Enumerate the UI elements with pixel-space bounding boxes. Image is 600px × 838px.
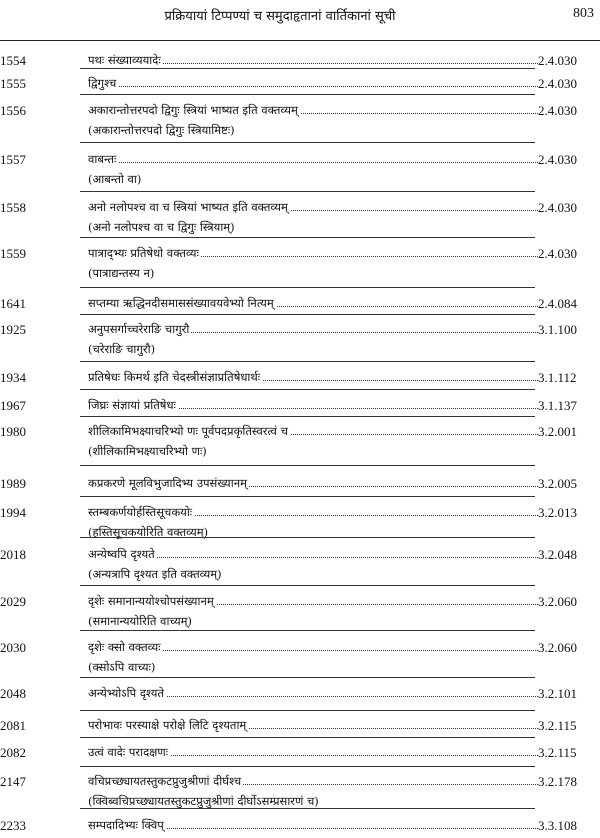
entry-note: (समानान्ययोरिति वाच्यम्) xyxy=(88,614,193,628)
entry-number: 1967 xyxy=(0,398,26,413)
entry-note: (अकारान्तोत्तरपदो द्विगुः स्त्रियामिष्टः) xyxy=(88,123,235,137)
entry-number: 1557 xyxy=(0,152,26,167)
entry-sutra xyxy=(88,322,538,337)
entry-note: (क्विब्वचिप्रच्छ्यायतस्तुकटप्रुजुश्रीणां दीर्घोऽसम्प्रसारणं च) xyxy=(88,794,319,808)
entry-number: 2147 xyxy=(0,774,26,789)
entry-number: 2233 xyxy=(0,818,26,833)
entry-number: 1558 xyxy=(0,200,26,215)
entry-sutra xyxy=(88,505,538,520)
entry-sutra xyxy=(88,476,538,491)
entry-number: 1555 xyxy=(0,76,26,91)
entry-sutra-text: सप्तम्या ऋद्धिनदीसमाससंख्यावयवेभ्यो नित्यम् xyxy=(88,296,274,310)
entry-sutra-text: अनुपसर्गाच्चरेराङि चागुरौ xyxy=(88,322,190,336)
entry-sutra-text: दृशेः समानान्ययोश्चोपसंख्यानम् xyxy=(88,594,214,608)
entry-sutra-text: स्तम्बकर्णयोर्हस्तिसूचकयोः xyxy=(88,505,193,519)
entry-sutra xyxy=(88,424,538,439)
entry-number: 1980 xyxy=(0,424,26,439)
entry-number: 1559 xyxy=(0,246,26,261)
entry-number: 1994 xyxy=(0,505,26,520)
entry-sutra xyxy=(88,718,538,733)
entry-sutra xyxy=(88,686,538,701)
entry-note: (पात्राद्यन्तस्य न) xyxy=(88,266,155,280)
row-divider xyxy=(80,496,535,497)
entry-reference: 3.1.112 xyxy=(538,370,577,385)
entry-sutra-text: अन्येभ्योऽपि दृश्यते xyxy=(88,686,165,700)
entry-reference: 3.2.048 xyxy=(538,547,577,562)
row-divider xyxy=(80,287,535,288)
entry-reference: 3.2.178 xyxy=(538,774,577,789)
entry-reference: 2.4.030 xyxy=(538,246,577,261)
entry-number: 1556 xyxy=(0,103,26,118)
entry-reference: 3.2.115 xyxy=(538,745,577,760)
entry-reference: 2.4.084 xyxy=(538,296,577,311)
entry-reference: 3.2.013 xyxy=(538,505,577,520)
entry-sutra-text: शीलिकामिभक्ष्याचरिभ्यो णः पूर्वपदप्रकृतिस्वरत्वं च xyxy=(88,424,288,438)
entry-note: (क्सोऽपि वाच्यः) xyxy=(88,660,156,674)
entry-note: (आबन्तो वा) xyxy=(88,172,142,186)
row-divider xyxy=(80,677,535,678)
entry-reference: 2.4.030 xyxy=(538,103,577,118)
row-divider xyxy=(80,710,535,711)
entry-sutra xyxy=(88,774,538,789)
entry-sutra xyxy=(88,818,538,833)
entry-sutra xyxy=(88,296,538,311)
entry-reference: 3.1.137 xyxy=(538,398,577,413)
entry-note: (अनो नलोपश्च वा च द्विगुः स्त्रियाम्) xyxy=(88,220,235,234)
entry-sutra-text: वचिप्रच्छ्यायतस्तुकटप्रुजुश्रीणां दीर्घश्च xyxy=(88,774,242,788)
entry-reference: 2.4.030 xyxy=(538,76,577,91)
entry-sutra xyxy=(88,103,538,118)
entry-sutra-text: जिघ्रः संज्ञायां प्रतिषेधः xyxy=(88,398,176,412)
row-divider xyxy=(80,465,535,466)
entry-number: 2082 xyxy=(0,745,26,760)
entry-reference: 3.2.005 xyxy=(538,476,577,491)
entry-reference: 2.4.030 xyxy=(538,152,577,167)
entry-number: 1925 xyxy=(0,322,26,337)
entry-sutra-text: परोभावः परस्याक्षे परोक्षे लिटि दृश्यताम् xyxy=(88,718,247,732)
entry-note: (हस्तिसूचकयोरिति वक्तव्यम्) xyxy=(88,525,209,539)
entry-sutra xyxy=(88,152,538,167)
entry-note: (शीलिकामिभक्ष्याचरिभ्यो णः) xyxy=(88,444,207,458)
entry-sutra-text: दृशेः क्सो वक्तव्यः xyxy=(88,640,161,654)
row-divider xyxy=(80,537,535,538)
row-divider xyxy=(80,585,535,586)
entry-reference: 2.4.030 xyxy=(538,53,577,68)
entry-number: 2029 xyxy=(0,594,26,609)
entry-reference: 3.2.060 xyxy=(538,594,577,609)
entry-sutra xyxy=(88,547,538,562)
entry-sutra xyxy=(88,200,538,215)
entry-sutra-text: अन्येष्वपि दृश्यते xyxy=(88,547,155,561)
entry-sutra xyxy=(88,53,538,68)
page-number: 803 xyxy=(573,6,594,21)
entry-sutra-text: द्विगुश्च xyxy=(88,76,117,90)
entry-sutra-text: प्रतिषेधः किमर्थ इति चेदस्त्रीसंज्ञाप्रतिषेधार्थः xyxy=(88,370,261,384)
row-divider xyxy=(80,766,535,767)
entry-number: 1641 xyxy=(0,296,26,311)
row-divider xyxy=(80,314,535,315)
row-divider xyxy=(80,68,535,69)
entry-sutra xyxy=(88,398,538,413)
entry-sutra xyxy=(88,640,538,655)
entry-sutra xyxy=(88,246,538,261)
entry-number: 2030 xyxy=(0,640,26,655)
entry-sutra-text: कप्रकरणे मूलविभुजादिभ्य उपसंख्यानम् xyxy=(88,476,247,490)
entry-reference: 3.2.101 xyxy=(538,686,577,701)
entry-sutra xyxy=(88,594,538,609)
entry-number: 1934 xyxy=(0,370,26,385)
page-title: प्रक्रियायां टिप्पण्यां च समुदाहृतानां वार्तिकानां सूची xyxy=(164,9,396,24)
entry-reference: 3.3.108 xyxy=(538,818,577,833)
row-divider xyxy=(80,94,535,95)
entry-sutra-text: अकारान्तोत्तरपदो द्विगुः स्त्रियां भाष्यत इति वक्तव्यम् xyxy=(88,103,298,117)
entry-reference: 2.4.030 xyxy=(538,200,577,215)
entry-sutra xyxy=(88,745,538,760)
entry-reference: 3.1.100 xyxy=(538,322,577,337)
leader-dots xyxy=(88,86,538,87)
entry-sutra xyxy=(88,370,538,385)
entry-number: 2018 xyxy=(0,547,26,562)
entry-note: (चरेराङि चागुरौ) xyxy=(88,342,156,356)
entry-number: 1989 xyxy=(0,476,26,491)
entry-number: 1554 xyxy=(0,53,26,68)
entry-sutra-text: पथः संख्याव्ययादेः xyxy=(88,53,161,67)
entry-number: 2081 xyxy=(0,718,26,733)
entry-note: (अन्यत्रापि दृश्यत इति वक्तव्यम्) xyxy=(88,567,222,581)
entry-reference: 3.2.060 xyxy=(538,640,577,655)
entry-sutra-text: उत्वं वादेः परादक्षणः xyxy=(88,745,169,759)
entry-reference: 3.2.115 xyxy=(538,718,577,733)
row-divider xyxy=(80,389,535,390)
entry-number: 2048 xyxy=(0,686,26,701)
entry-sutra xyxy=(88,76,538,91)
row-divider xyxy=(80,142,535,143)
row-divider xyxy=(80,191,535,192)
row-divider xyxy=(80,237,535,238)
entry-sutra-text: वाबन्तः xyxy=(88,152,117,166)
row-divider xyxy=(80,416,535,417)
row-divider xyxy=(80,361,535,362)
entry-sutra-text: पात्राद्भ्यः प्रतिषेधो वक्तव्यः xyxy=(88,246,199,260)
row-divider xyxy=(80,737,535,738)
page-header xyxy=(0,0,600,41)
entry-reference: 3.2.001 xyxy=(538,424,577,439)
entry-sutra-text: सम्पदादिभ्यः क्विप् xyxy=(88,818,164,832)
entry-sutra-text: अनो नलोपश्च वा च स्त्रियां भाष्यत इति वक्तव्यम् xyxy=(88,200,288,214)
row-divider xyxy=(80,630,535,631)
row-divider xyxy=(80,808,535,809)
leader-dots xyxy=(88,162,538,163)
